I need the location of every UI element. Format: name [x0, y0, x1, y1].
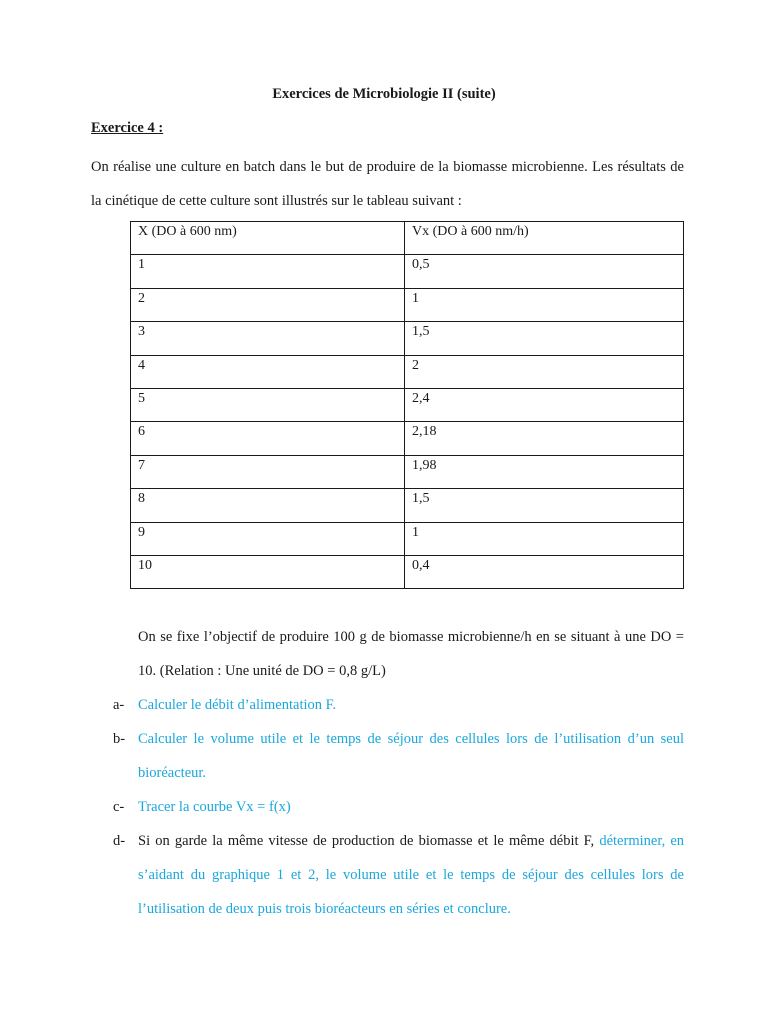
table-cell-x: 4 [131, 355, 405, 388]
table-cell-x: 7 [131, 455, 405, 488]
question-text: Tracer la courbe Vx = f(x) [138, 799, 291, 815]
table-row [131, 255, 684, 288]
table-cell-vx: 1 [405, 288, 684, 321]
table-cell-x: 1 [131, 255, 405, 288]
question-letter: c- [113, 799, 125, 815]
table-cell-vx: 1,98 [405, 455, 684, 488]
question-a [91, 688, 684, 722]
table-cell-x: 3 [131, 322, 405, 355]
table-row [131, 355, 684, 388]
table-cell-vx: 1,5 [405, 322, 684, 355]
questions-list [91, 688, 684, 926]
table-row [131, 422, 684, 455]
table-cell-vx: 1 [405, 522, 684, 555]
table-cell-x: 10 [131, 555, 405, 588]
table-cell-vx: 2,18 [405, 422, 684, 455]
document-title: Exercices de Microbiologie II (suite) [272, 86, 496, 102]
table-cell-x: 9 [131, 522, 405, 555]
table-row [131, 288, 684, 321]
table-row [131, 522, 684, 555]
question-text: Calculer le volume utile et le temps de séjour des cellules lors de l’utilisation d’un seul bioréacteur. [138, 731, 684, 781]
table-row [131, 489, 684, 522]
objective-paragraph: On se fixe l’objectif de produire 100 g de biomasse microbienne/h en se situant à une DO = 10. (Relation : Une unité de DO = 0,8 g/L) [138, 629, 684, 679]
table-row [131, 388, 684, 421]
table-row [131, 322, 684, 355]
table-cell-vx: 1,5 [405, 489, 684, 522]
table-cell-vx: 2 [405, 355, 684, 388]
question-letter: a- [113, 697, 125, 713]
question-text: Calculer le débit d’alimentation F. [138, 697, 337, 713]
table-cell-vx: 0,5 [405, 255, 684, 288]
question-letter: b- [113, 731, 126, 747]
kinetics-table [130, 221, 684, 589]
table-cell-x: 8 [131, 489, 405, 522]
table-cell-x: 6 [131, 422, 405, 455]
question-b [91, 722, 684, 790]
question-d [91, 824, 684, 926]
question-text-black: Si on garde la même vitesse de production de biomasse et le même débit F, [138, 833, 595, 849]
table-row [131, 455, 684, 488]
table-header-x: X (DO à 600 nm) [131, 222, 405, 255]
table-cell-x: 5 [131, 388, 405, 421]
table-row [131, 555, 684, 588]
intro-paragraph: On réalise une culture en batch dans le but de produire de la biomasse microbienne. Les résultats de la cinétique de cette culture sont illustrés sur le tableau suivant : [91, 159, 684, 209]
question-letter: d- [113, 833, 126, 849]
question-c [91, 790, 684, 824]
exercise-heading: Exercice 4 : [91, 120, 164, 136]
table-cell-vx: 0,4 [405, 555, 684, 588]
table-cell-x: 2 [131, 288, 405, 321]
table-cell-vx: 2,4 [405, 388, 684, 421]
table-header-vx: Vx (DO à 600 nm/h) [405, 222, 684, 255]
question-text-blue: déterminer, en s’aidant du graphique 1 et 2, le volume utile et le temps de séjour des cellules lors de l’utilisation de deux puis trois bioréacteurs en séries et conclure. [138, 833, 685, 917]
table-header-row [131, 222, 684, 255]
